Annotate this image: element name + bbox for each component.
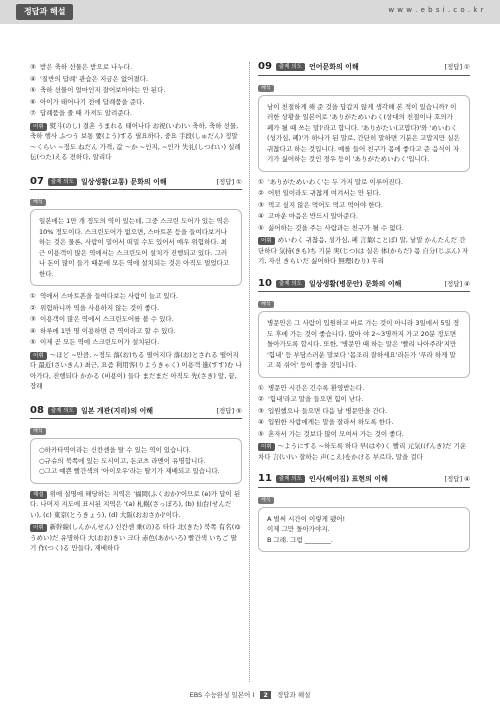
q10-header — [258, 279, 470, 293]
q09-header — [258, 62, 470, 76]
q11-label: 해석 — [258, 497, 274, 504]
q11-number: 11 — [258, 473, 272, 484]
option-text: 혼자서 가는 것보다 많이 모여서 가는 것이 좋다. — [268, 429, 404, 438]
q09-label: 해석 — [258, 85, 274, 92]
page-footer — [0, 690, 500, 699]
option-number: ① — [258, 177, 264, 186]
q07-label: 해석 — [30, 199, 46, 206]
option-number: ④ — [258, 212, 264, 220]
column-divider — [249, 62, 250, 682]
answer-option — [258, 200, 470, 211]
q09-number: 09 — [258, 61, 272, 72]
answer-option — [30, 62, 242, 73]
q09-options — [258, 177, 470, 234]
q09-intent-tag: 출제 의도 — [276, 63, 305, 71]
vocab-tag: 어휘 — [30, 352, 47, 360]
q08-label: 해석 — [30, 428, 46, 435]
answer-option — [258, 394, 470, 405]
answer-option — [258, 417, 470, 428]
q11-title: 인사(헤어짐) 표현의 이해 — [308, 475, 388, 483]
vocab-tag: 어휘 — [30, 524, 47, 532]
option-text: 역에서 스마트폰을 들여다보는 사람이 늘고 있다. — [40, 292, 178, 300]
answer-option — [258, 188, 470, 199]
option-number: ⑤ — [258, 429, 264, 438]
option-number: ② — [258, 189, 264, 197]
vocab-tag: 어휘 — [258, 443, 275, 451]
q07-intent-tag: 출제 의도 — [48, 178, 77, 186]
option-text: 이제 곧 모든 역에 스크린도어가 설치된다. — [40, 338, 160, 346]
option-text: 위험하니까 역을 사용하지 않는 것이 좋다. — [40, 303, 160, 312]
q10-number: 10 — [258, 277, 272, 289]
option-number: ⑤ — [30, 338, 36, 346]
q10-options — [258, 383, 470, 440]
option-text: 아이가 태어나기 전에 답례품을 준다. — [40, 97, 145, 106]
q08-number: 08 — [30, 404, 44, 416]
option-number: ⑦ — [30, 109, 36, 117]
q10-intent-tag: 출제 의도 — [276, 280, 305, 288]
vocab-tag: 어휘 — [258, 237, 275, 245]
q08-title: 일본 개관(지리)의 이해 — [80, 406, 154, 415]
option-text: 하루에 1만 명 이용하면 큰 역이라고 할 수 있다. — [40, 326, 176, 335]
option-number: ④ — [30, 74, 36, 83]
option-text: 싫어하는 것을 주는 사람과는 친구가 될 수 없다. — [268, 223, 404, 232]
q11-translation-box: A 벌써 시간이 이렇게 됐어! 이제 그만 돌아가야지. B 그래. 그럼 ________. — [258, 507, 470, 553]
option-text: 'ありがためいわく'는 두 가지 말로 이루어진다. — [268, 177, 403, 186]
q08-answer: [정답] ⑤ — [216, 406, 242, 415]
q09-answer: [정답] ① — [444, 63, 470, 71]
q07-header — [30, 177, 242, 191]
q08-header — [30, 406, 242, 420]
answer-option — [258, 177, 470, 188]
q11-answer: [정답] ④ — [444, 475, 470, 483]
option-text: 축하 선물이 얼마인지 잘어보아야는 안 된다. — [40, 86, 166, 94]
option-number: ⑤ — [258, 223, 264, 232]
option-number: ② — [258, 395, 264, 403]
option-text: 입원했으나 들으면 다음 날 병문안을 간다. — [268, 406, 388, 415]
footer-book-title: EBS 수능완성 일본어 I — [189, 691, 255, 699]
q10-translation-box: 병문안은 그 사람이 입원하고 바로 가는 것이 아니라 3일에서 5일 정도 후에 가는 것이 좋습니다. 많아 야 2~3명까지 가고 20분 정도면 돌아가도록 합시다. 또한, '병문안 때 하는 말은 '빨리 나아주라'지만 '힘내' 등 부담스러운 말보다 '몸조리 잘하세요'라든가 '푸라 하게 말고 푹 쉬어' 등이 좋을 것입니다. — [258, 311, 470, 378]
page-number: 2 — [260, 691, 271, 699]
answer-option — [30, 326, 242, 337]
explain-tag: 해설 — [30, 491, 47, 499]
answer-option — [30, 85, 242, 96]
option-text: 어떤 일이라도 귀찮게 여겨서는 안 된다. — [268, 189, 381, 197]
option-number: ① — [258, 383, 264, 392]
q11-intent-tag: 출제 의도 — [276, 475, 305, 483]
q07-answer: [정답] ① — [216, 177, 242, 186]
q08-intent-tag: 출제 의도 — [48, 407, 77, 415]
section-tab: 정답과 해설 — [16, 4, 73, 20]
option-text: 답례품을 줄 때 가져도 알려준다. — [40, 109, 132, 117]
q07-translation-box: 일본에는 1만 개 정도의 역이 있는데, 그중 스크린 도어가 있는 역은 10% 정도이다. 스크린도어가 없으면, 스마트폰 등을 들여다보거나 하는 것은 물론, 사람이 밀어서 떠밀 수도 있어서 매우 위험하다. 최근 이용객이 많은 역에서는 스크린도어 설치가 진행되고 있다. 그러나 돈이 많이 들기 때문에 모든 역에 설치되는 것은 아직도 멀었다고 한다. — [30, 209, 242, 286]
q07-gloss: 어휘 〜ほど ~만큼, ~정도 落(お)ちる 떨어지다 落(お)とされる 떨어지다 最近(さいきん) 최근, 요즘 利用客(りようきゃく) 이용객 進(すす)む 나아가다, 진행되다 かかる (비용이) 들다 まだまだ 아직도 先(さき) 앞, 끝, 장래 — [30, 350, 242, 390]
answer-option — [258, 383, 470, 394]
q07-title: 일상생활(교통) 문화의 이해 — [80, 177, 167, 186]
prev-question-gloss: 어휘 熨斗(のし) 결혼 うまれる 태어나다 お祝(いわ)い 축하, 축하 선물, 축하 행사 ふつう 보통 要(よう)する 필요하다, 중요 手段(しゅだん) 정말 〜くらい ~정도 ねだん 가격, 값 〜か ~인지, ~인가 失礼(しつれい) 실례 伝(つた)える 전하다, 알리다 — [30, 121, 241, 161]
option-number: ③ — [258, 200, 264, 209]
option-number: ③ — [30, 63, 36, 71]
option-number: ⑤ — [30, 86, 36, 94]
left-column — [30, 62, 242, 554]
answer-option — [30, 303, 242, 314]
q07-options — [30, 291, 242, 348]
q10-gloss: 어휘 〜ようにする ~하도록 하다 早(はや)く 빨리 元気(げんき)だ 기운차다 言(い)い 잘하는 声(こえ)をかける 부르다, 말을 걸다 — [258, 442, 467, 461]
q11-header — [258, 474, 470, 488]
option-number: ② — [30, 303, 36, 312]
answer-option — [30, 314, 242, 325]
option-number: ① — [30, 292, 36, 300]
q09-gloss: 어휘 めいわく 귀찮음, 성가심, 폐 言葉(ことば) 말, 낱말 かんたんだ 간단하다 気持(きも)ち 기분 実(じつ)は 실은 体(からだ) 몸 自分(じぶん) 자기, 자신 きらいだ 싫어하다 無理(むり) 무리 — [258, 236, 469, 265]
q08-translation-box: ○하카타역이라는 신칸센을 탈 수 있는 역이 있습니다. ○규슈의 북쪽에 있는 도시이고, 돈코츠 라멘이 유명합니다. ○그고 예쁜 빨간색의 '아이오우'라는 딸기가 재배되고 있습니다. — [30, 438, 242, 484]
answer-option — [30, 97, 242, 108]
option-text: 병문안 시간은 긴수록 환영받는다. — [268, 383, 365, 392]
answer-option — [30, 337, 242, 348]
q09-title: 언어문화의 이해 — [308, 63, 359, 71]
option-text: '질반의 답례' 관습은 지금은 없어졌다. — [40, 74, 149, 83]
vocab-tag: 어휘 — [30, 123, 47, 131]
option-text: 받은 축하 선물은 받으로 나누다. — [40, 63, 132, 71]
option-text: 이용객이 많은 역에서 스크린도어를 볼 수 있다. — [40, 315, 174, 323]
answer-option — [258, 211, 470, 222]
option-number: ④ — [258, 418, 264, 426]
q10-answer: [정답] ④ — [444, 279, 470, 288]
answer-option — [30, 74, 242, 85]
option-text: '힘내'라고 말을 들으면 힘이 난다. — [268, 395, 364, 403]
footer-section: 정답과 해설 — [276, 691, 311, 699]
option-text: 고마운 마음은 반드시 알아준다. — [268, 212, 358, 220]
option-number: ④ — [30, 326, 36, 335]
answer-option — [30, 108, 242, 119]
option-text: 입원한 사람에게는 말을 잘라서 하도록 한다. — [268, 418, 394, 426]
answer-option — [30, 291, 242, 302]
q08-explanation: 해설 위에 설명에 해당하는 지역은 '福岡(ふくおか)'이므로 (e)가 답이 된다. 나머지 지도에 표시된 지역은 '(a) 札幌(さっぽろ), (b) 仙台(せんだい), (c) 東京(とうきょう), (d) 大阪(おおさか)'이다. — [30, 489, 241, 519]
q08-gloss: 어휘 新幹線(しんかんせん) 신칸센 乗(の)る 타다 北(きた) 북쪽 有名(ゆうめい)だ 유명하다 大(おお)きい 크다 赤色(あかいろ) 빨간색 いちご 딸기 作(つく)る 만들다, 재배하다 — [30, 523, 241, 552]
option-number: ③ — [30, 315, 36, 323]
option-text: 먹고 싶지 않은 먹어도 먹고 먹어야 한다. — [268, 200, 383, 209]
answer-option — [258, 429, 470, 440]
header-bar — [0, 0, 500, 24]
prev-question-options — [30, 62, 242, 119]
q10-title: 일상생활(병문안) 문화의 이해 — [308, 279, 402, 288]
option-number: ③ — [258, 406, 264, 415]
option-number: ⑥ — [30, 97, 36, 106]
q07-number: 07 — [30, 175, 44, 187]
right-column — [258, 62, 470, 557]
q10-label: 해석 — [258, 301, 274, 308]
site-url: w w w . e b s i . c o . k r — [388, 6, 484, 14]
q09-translation-box: 남이 친절하게 해 준 것을 답갑지 않게 생각해 본 적이 있습니까? 이러한 상황을 일본어로 'ありがためいわく(상대의 친절이나 호의가 폐가 될 때 쓰는 말)'라고 합니다. 'ありがたい(고맙다)'와 'めいわく(성가심, 폐)'가 하나가 된 말로, 간단히 말하면 기분은 고맙지만 실은 귀찮다고 하는 것입니다. 예를 들어 친구가 몸에 좋다고 준 음식이 자기가 싫어하는 것인 경우 등이 'ありがためいわく'입니다. — [258, 95, 470, 172]
answer-option — [258, 406, 470, 417]
answer-option — [258, 223, 470, 234]
